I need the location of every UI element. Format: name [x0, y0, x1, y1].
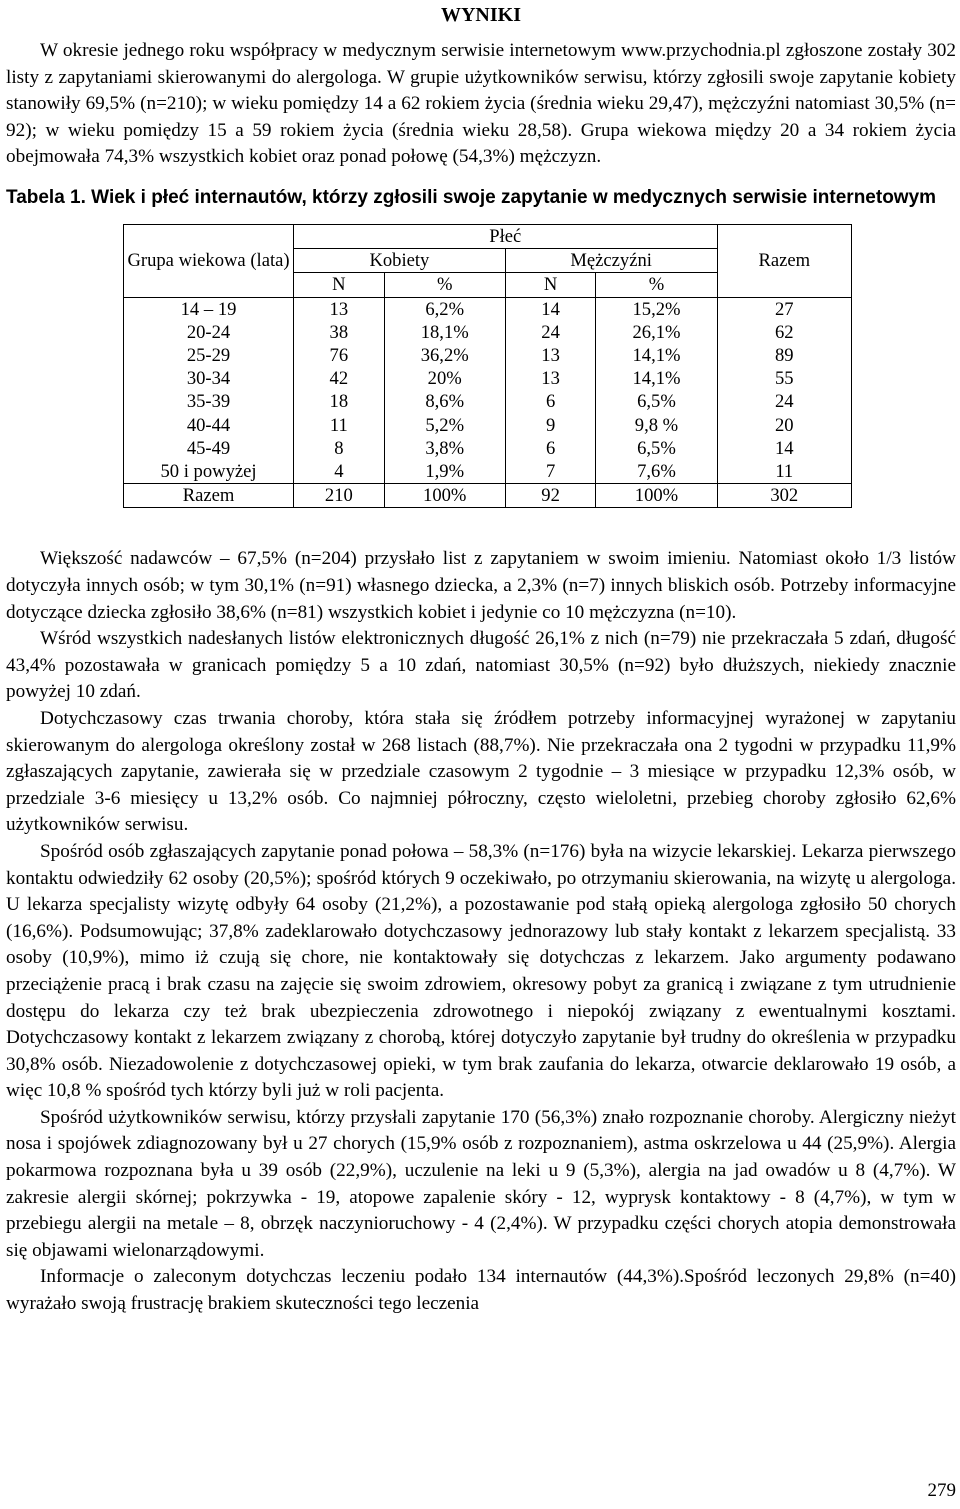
cell: 24 [505, 321, 596, 344]
cell: 9,8 % [596, 414, 717, 437]
header-men: Mężczyźni [505, 249, 717, 273]
cell: 27 [717, 297, 851, 321]
header-men-n: N [505, 273, 596, 297]
intro-paragraph: W okresie jednego roku współpracy w medycznym serwisie internetowym www.przychodnia.pl zgłoszone zostały 302 listy z zapytaniami skierowanymi do alergologa. W grupie użytkowników serwisu, którzy zgłosili swoje zapytanie kobiety stanowiły 69,5% (n=210); w wieku pomiędzy 14 a 62 rokiem życia (średnia wieku 29,47), mężczyźni natomiast 30,5% (n= 92); w wieku pomiędzy 15 a 59 rokiem życia (średnia wieku 28,58). Grupa wiekowa między 20 a 34 rokiem życia obejmowała 74,3% wszystkich kobiet oraz ponad połowę (54,3%) mężczyzn. [6, 40, 956, 168]
cell: 6 [505, 437, 596, 460]
cell: 25-29 [124, 344, 294, 367]
header-total: Razem [717, 224, 851, 297]
header-men-pct: % [596, 273, 717, 297]
table-row [124, 367, 852, 390]
cell: 6,5% [596, 437, 717, 460]
cell: 1,9% [384, 460, 505, 484]
cell: 14 – 19 [124, 297, 294, 321]
cell: 3,8% [384, 437, 505, 460]
cell: Razem [124, 484, 294, 508]
cell: 6,2% [384, 297, 505, 321]
cell: 100% [384, 484, 505, 508]
age-sex-table [123, 224, 852, 508]
paragraph: Większość nadawców – 67,5% (n=204) przysłało list z zapytaniem w swoim imieniu. Natomiast około 1/3 listów dotyczyła innych osób; w tym 30,1% (n=91) własnego dziecka, a 2,3% (n=7) innych bliskich osób. Potrzeby informacyjne dotyczące dziecka zgłosiło 38,6% (n=81) wszystkich kobiet i jedynie co 10 mężczyzna (n=10). [6, 548, 956, 623]
cell: 42 [294, 367, 385, 390]
cell: 13 [505, 367, 596, 390]
cell: 14 [505, 297, 596, 321]
cell: 302 [717, 484, 851, 508]
cell: 26,1% [596, 321, 717, 344]
cell: 35-39 [124, 390, 294, 413]
cell: 9 [505, 414, 596, 437]
cell: 8 [294, 437, 385, 460]
cell: 20-24 [124, 321, 294, 344]
cell: 20% [384, 367, 505, 390]
cell: 18,1% [384, 321, 505, 344]
paragraph: Spośród użytkowników serwisu, którzy przysłali zapytanie 170 (56,3%) znało rozpoznanie choroby. Alergiczny nieżyt nosa i spojówek zdiagnozowany był u 27 chorych (15,9% osób z rozpoznaniem), astma oskrzelowa u 44 (25,9%). Alergia pokarmowa rozpoznana była u 39 osób (22,9%), uczulenie na leki u 9 (5,3%), alergia na jad owadów u 8 (4,7%). W zakresie alergii skórnej; pokrzywka - 19, atopowe zapalenie skóry - 12, wyprysk kontaktowy - 8 (4,7%), w tym w przebiegu alergii na metale – 8, obrzęk naczynioruchowy - 4 (2,4%). W przypadku części chorych atopia demonstrowała się objawami wielonarządowymi. [6, 1106, 956, 1261]
cell: 92 [505, 484, 596, 508]
cell: 14 [717, 437, 851, 460]
cell: 7,6% [596, 460, 717, 484]
header-women-pct: % [384, 273, 505, 297]
header-women: Kobiety [294, 249, 506, 273]
cell: 4 [294, 460, 385, 484]
page [6, 0, 956, 1318]
table-row [124, 437, 852, 460]
table-row [124, 344, 852, 367]
results-text [6, 546, 956, 1317]
cell: 50 i powyżej [124, 460, 294, 484]
table-row [124, 414, 852, 437]
cell: 45-49 [124, 437, 294, 460]
cell: 24 [717, 390, 851, 413]
cell: 14,1% [596, 344, 717, 367]
page-number: 279 [927, 1480, 956, 1501]
cell: 100% [596, 484, 717, 508]
cell: 6 [505, 390, 596, 413]
header-sex: Płeć [294, 224, 718, 248]
paragraph: Dotychczasowy czas trwania choroby, która stała się źródłem potrzeby informacyjnej wyrażonej w zapytaniu skierowanym do alergologa określony został w 268 listach (88,7%). Nie przekraczała ona 2 tygodni w przypadku 11,9% zgłaszających zapytanie, zawierała się w przedziale czasowym 2 tygodnie – 3 miesiące w przypadku 12,3% osób, w przedziale 3-6 miesięcy u 13,2% osób. Co najmniej półroczny, często wieloletni, przebieg choroby zgłosiło 62,6% użytkowników serwisu. [6, 707, 956, 836]
cell: 36,2% [384, 344, 505, 367]
section-heading: WYNIKI [440, 4, 521, 26]
cell: 11 [717, 460, 851, 484]
cell: 11 [294, 414, 385, 437]
table-caption: Tabela 1. Wiek i płeć internautów, którzy zgłosili swoje zapytanie w medycznych serwisie internetowym [6, 186, 937, 208]
header-age-group: Grupa wiekowa (lata) [124, 224, 294, 297]
cell: 210 [294, 484, 385, 508]
cell: 38 [294, 321, 385, 344]
cell: 30-34 [124, 367, 294, 390]
cell: 18 [294, 390, 385, 413]
cell: 13 [294, 297, 385, 321]
header-women-n: N [294, 273, 385, 297]
cell: 89 [717, 344, 851, 367]
paragraph: Wśród wszystkich nadesłanych listów elektronicznych długość 26,1% z nich (n=79) nie przekraczała 5 zdań, długość 43,4% pozostawała w granicach pomiędzy 5 a 10 zdań, natomiast 30,5% (n=92) było dłuższych, niekiedy znacznie powyżej 10 zdań. [6, 628, 956, 703]
cell: 62 [717, 321, 851, 344]
table-row [124, 297, 852, 321]
cell: 55 [717, 367, 851, 390]
cell: 76 [294, 344, 385, 367]
cell: 40-44 [124, 414, 294, 437]
cell: 6,5% [596, 390, 717, 413]
cell: 5,2% [384, 414, 505, 437]
table-row [124, 460, 852, 484]
cell: 20 [717, 414, 851, 437]
paragraph: Informacje o zaleconym dotychczas leczeniu podało 134 internautów (44,3%).Spośród leczonych 29,8% (n=40) wyrażało swoją frustrację brakiem skuteczności tego leczenia [6, 1266, 956, 1315]
cell: 15,2% [596, 297, 717, 321]
cell: 14,1% [596, 367, 717, 390]
table-row [124, 321, 852, 344]
table-total-row [124, 484, 852, 508]
paragraph: Spośród osób zgłaszających zapytanie ponad połowa – 58,3% (n=176) była na wizycie lekarskiej. Lekarza pierwszego kontaktu odwiedziły 62 osoby (20,5%); spośród których 9 oczekiwało, po otrzymaniu skierowania, na wizytę u alergologa. U lekarza specjalisty wizytę odbyły 64 osoby (21,2%), a pozostawanie pod stałą opieką alergologa zgłosiło 50 chorych (16,6%). Podsumowując; 37,8% zadeklarowało dotychczasowy jednorazowy lub stały kontakt z lekarzem specjalistą. 33 osoby (10,9%), mimo iż czują się chore, nie kontaktowały się dotychczas z lekarzem. Jako argumenty podawano przeciążenie pracą i brak czasu na zajęcie się swoim zdrowiem, okresowy pobyt za granicą i związane z tym utrudnienie dostępu do lekarza czy też brak ubezpieczenia zdrowotnego i niepokój związany z ewentualnymi kosztami. Dotychczasowy kontakt z lekarzem związany z chorobą, której dotyczyło zapytanie był trudny do określenia w przypadku 30,8% osób. Niezadowolenie z dotychczasowej opieki, w tym brak zaufania do lekarza, otwarcie deklarowało 19 osób, a więc 10,8 % spośród tych którzy byli już w roli pacjenta. [6, 840, 956, 1102]
cell: 7 [505, 460, 596, 484]
cell: 13 [505, 344, 596, 367]
table-row [124, 390, 852, 413]
cell: 8,6% [384, 390, 505, 413]
